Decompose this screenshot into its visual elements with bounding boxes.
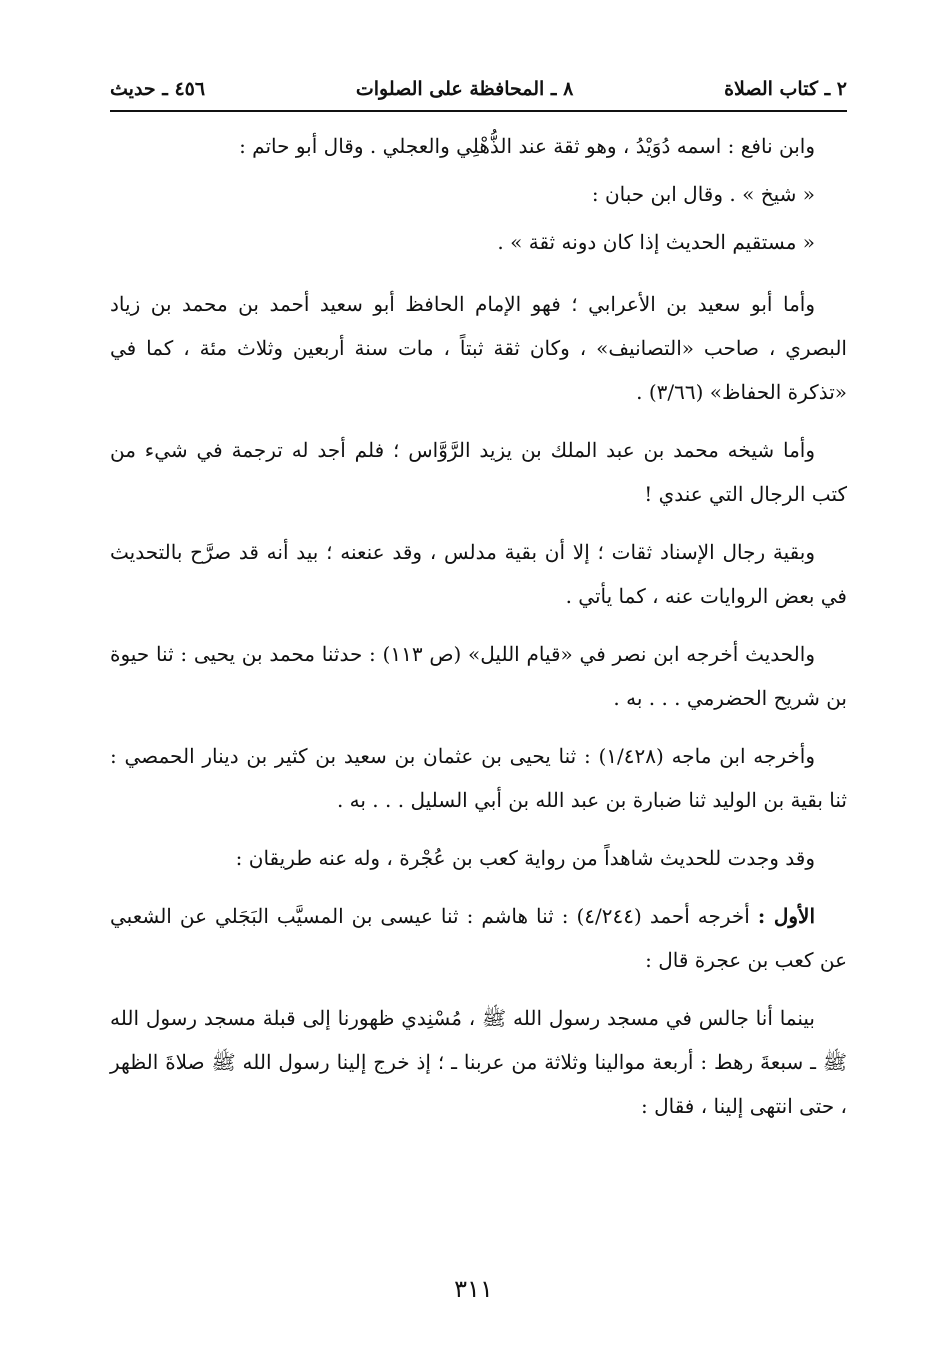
paragraph-ibn-nasr: والحديث أخرجه ابن نصر في «قيام الليل» (ص ١١٣) : حدثنا محمد بن يحيى : ثنا حيوة بن شريح الحضرمي . . . به . bbox=[110, 642, 847, 710]
running-header bbox=[110, 72, 847, 106]
quote-abu-hatim: « شيخ » . وقال ابن حبان : bbox=[591, 182, 815, 206]
header-hadith-number: ٤٥٦ ـ حديث bbox=[110, 78, 206, 100]
header-book-title: ٢ ـ كتاب الصلاة bbox=[724, 78, 847, 100]
paragraph-isnad: وبقية رجال الإسناد ثقات ؛ إلا أن بقية مدلس ، وقد عنعنه ؛ بيد أنه قد صرَّح بالتحديث في بعض الروايات عنه ، كما يأتي . bbox=[110, 540, 847, 608]
paragraph-1: وابن نافع : اسمه دُوَيْدُ ، وهو ثقة عند الذُّهْلِي والعجلي . وقال أبو حاتم : bbox=[239, 134, 815, 158]
paragraph-shaykh: وأما شيخه محمد بن عبد الملك بن يزيد الرَّوَّاس ؛ فلم أجد له ترجمة في شيء من كتب الرجال التي عندي ! bbox=[110, 438, 847, 506]
paragraph-shahid: وقد وجدت للحديث شاهداً من رواية كعب بن عُجْرة ، وله عنه طريقان : bbox=[235, 846, 815, 870]
header-chapter-title: ٨ ـ المحافظة على الصلوات bbox=[355, 78, 574, 100]
paragraph-first-route bbox=[110, 894, 847, 982]
first-route-label: الأول : bbox=[757, 904, 816, 928]
page-number: ٣١١ bbox=[454, 1275, 493, 1303]
quote-ibn-hibban: « مستقيم الحديث إذا كان دونه ثقة » . bbox=[497, 230, 815, 254]
header-divider bbox=[110, 110, 847, 112]
paragraph-abu-said: وأما أبو سعيد بن الأعرابي ؛ فهو الإمام الحافظ أبو سعيد أحمد بن محمد بن زياد البصري ، صاحب «التصانيف» ، وكان ثقة ثبتاً ، مات سنة أربعين وثلاث مئة ، كما في «تذكرة الحفاظ» (٣/٦٦) . bbox=[110, 292, 847, 404]
body-text bbox=[110, 124, 847, 1142]
paragraph-ibn-majah: وأخرجه ابن ماجه (١/٤٢٨) : ثنا يحيى بن عثمان بن سعيد بن كثير بن دينار الحمصي : ثنا بقية بن الوليد ثنا ضبارة بن عبد الله بن أبي السليل . . . به . bbox=[110, 744, 847, 812]
first-route-text: أخرجه أحمد (٤/٢٤٤) : ثنا هاشم : ثنا عيسى بن المسيَّب البَجَلي عن الشعبي عن كعب بن عجرة قال : bbox=[110, 904, 847, 972]
paragraph-hadith-text: بينما أنا جالس في مسجد رسول الله ﷺ ، مُسْنِدي ظهورنا إلى قبلة مسجد رسول الله ﷺ ـ سبعةَ رهط : أربعة موالينا وثلاثة من عربنا ـ ؛ إذ خرج إلينا رسول الله ﷺ صلاةَ الظهر ، حتى انتهى إلينا ، فقال : bbox=[110, 1006, 847, 1118]
